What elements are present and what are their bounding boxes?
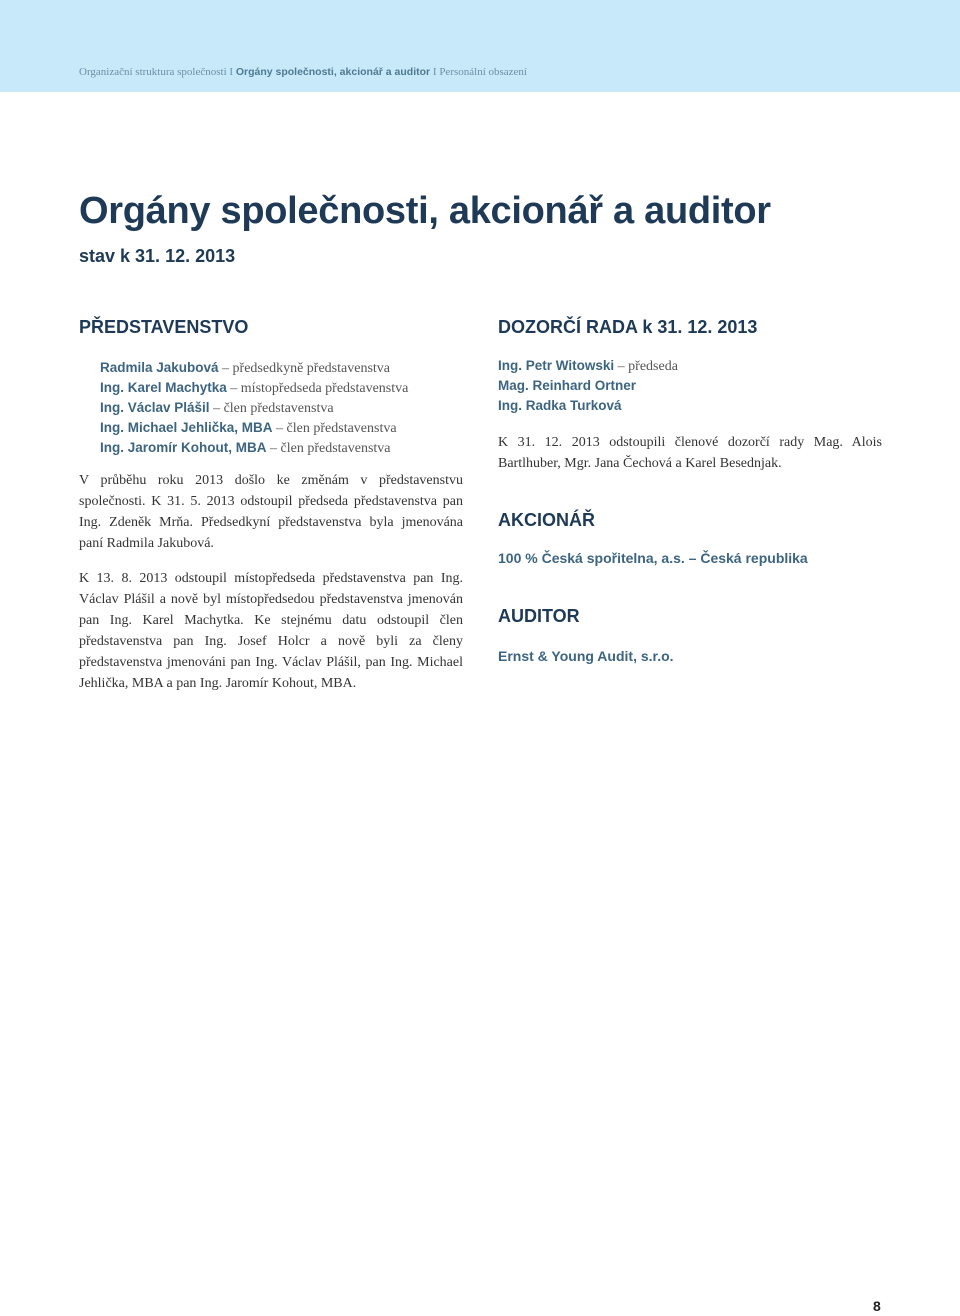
auditor-heading: AUDITOR: [498, 606, 580, 626]
board-heading: PŘEDSTAVENSTVO: [79, 317, 249, 337]
auditor-text: Ernst & Young Audit, s.r.o.: [498, 648, 674, 664]
supervisory-heading: DOZORČÍ RADA k 31. 12. 2013: [498, 317, 758, 337]
breadcrumb-item-personnel[interactable]: Personální obsazení: [439, 66, 527, 78]
member-name: Ing. Jaromír Kohout, MBA: [100, 440, 267, 455]
member-name: Ing. Václav Plášil: [100, 400, 210, 415]
list-item: [100, 358, 408, 378]
page-number: 8: [873, 1298, 881, 1314]
member-name: Ing. Radka Turková: [498, 398, 622, 413]
breadcrumb-item-current[interactable]: Orgány společnosti, akcionář a auditor: [235, 66, 431, 78]
list-item: [100, 438, 408, 458]
member-role: člen představenstva: [286, 421, 397, 436]
supervisory-member-list: [498, 356, 678, 416]
board-member-list: [100, 358, 408, 458]
list-item: [100, 418, 408, 438]
list-item: [498, 396, 678, 416]
member-name: Radmila Jakubová: [100, 360, 219, 375]
breadcrumb-item-structure[interactable]: Organizační struktura společnosti: [79, 66, 227, 78]
member-name: Ing. Michael Jehlička, MBA: [100, 420, 273, 435]
board-changes-paragraph-1: V průběhu roku 2013 došlo ke změnám v představenstvu společnosti. K 31. 5. 2013 odstoupil předseda představenstva pan Ing. Zdeněk Mrňa. Předsedkyní představenstva byla jmenována paní Radmila Jakubová.: [79, 473, 463, 551]
dash: –: [617, 359, 625, 374]
member-name: Ing. Petr Witowski: [498, 358, 615, 373]
dash: –: [276, 421, 284, 436]
member-role: předseda: [628, 359, 678, 374]
supervisory-changes-paragraph: K 31. 12. 2013 odstoupili členové dozorčí rady Mag. Alois Bartlhuber, Mgr. Jana Čechová a Karel Besednjak.: [498, 435, 882, 471]
dash: –: [230, 381, 238, 396]
dash: –: [222, 361, 230, 376]
page-title: Orgány společnosti, akcionář a auditor: [79, 190, 771, 232]
list-item: [100, 378, 408, 398]
list-item: [498, 356, 678, 376]
breadcrumb-separator: I: [432, 66, 437, 78]
member-role: předsedkyně představenstva: [232, 361, 390, 376]
header-band: [0, 0, 960, 92]
board-changes-paragraph-2: K 13. 8. 2013 odstoupil místopředseda představenstva pan Ing. Václav Plášil a nově byl místopředsedou představenstva jmenován pan Ing. Karel Machytka. Ke stejnému datu odstoupil člen představenstva pan Ing. Josef Holcr a nově byli za členy představenstva jmenováni pan Ing. Václav Plášil, pan Ing. Michael Jehlička, MBA a pan Ing. Jaromír Kohout, MBA.: [79, 571, 463, 691]
member-role: člen představenstva: [280, 441, 391, 456]
member-name: Ing. Karel Machytka: [100, 380, 227, 395]
member-role: člen představenstva: [223, 401, 334, 416]
member-name: Mag. Reinhard Ortner: [498, 378, 637, 393]
list-item: [498, 376, 678, 396]
shareholder-heading: AKCIONÁŘ: [498, 510, 595, 530]
list-item: [100, 398, 408, 418]
member-role: místopředseda představenstva: [240, 381, 409, 396]
breadcrumb-separator: I: [229, 66, 234, 78]
dash: –: [213, 401, 221, 416]
shareholder-text: 100 % Česká spořitelna, a.s. – Česká republika: [498, 550, 808, 566]
dash: –: [270, 441, 277, 456]
page-subtitle: stav k 31. 12. 2013: [79, 246, 236, 266]
breadcrumb: [79, 66, 527, 78]
